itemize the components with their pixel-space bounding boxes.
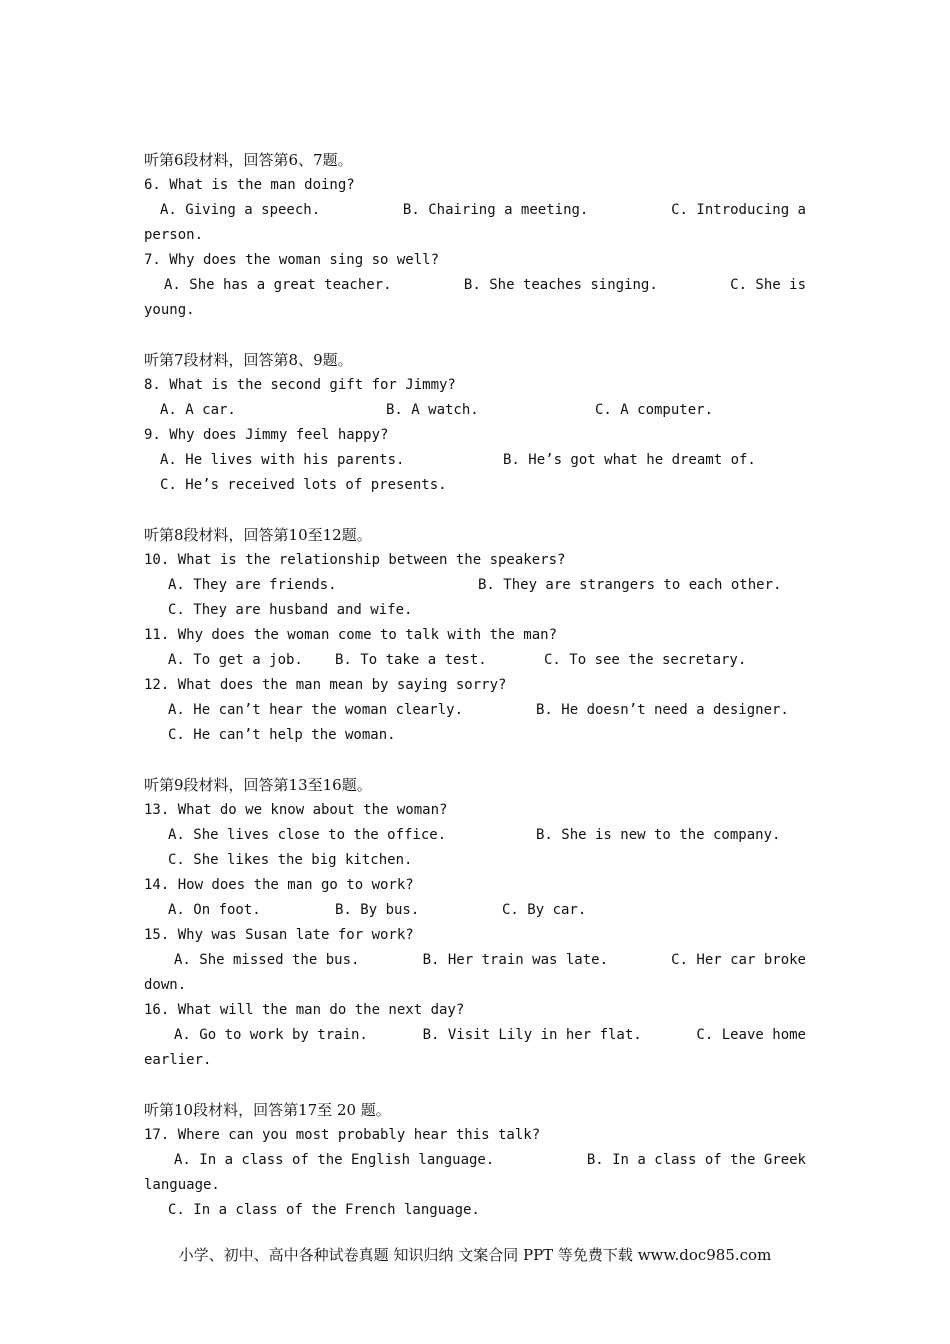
question-stem: 17. Where can you most probably hear this talk?	[144, 1127, 541, 1143]
option-b: B. He doesn’t need a designer.	[536, 702, 789, 718]
section-heading: 听第9段材料，回答第13至16题。	[144, 776, 372, 794]
option-continuation: earlier.	[144, 1052, 212, 1068]
option-b: B. She teaches singing.	[463, 277, 658, 293]
question-stem: 7. Why does the woman sing so well?	[144, 252, 440, 268]
options-row	[144, 448, 806, 473]
question-stem: 10. What is the relationship between the speakers?	[144, 552, 566, 568]
option-b: B. She is new to the company.	[536, 827, 781, 843]
option-b: B. In a class of the Greek	[586, 1152, 806, 1168]
options-row	[144, 573, 806, 598]
option-c: C. They are husband and wife.	[168, 602, 413, 618]
option-a: A. He lives with his parents.	[160, 452, 405, 468]
option-a: A. A car.	[160, 402, 236, 418]
option-b: B. Chairing a meeting.	[402, 202, 589, 218]
option-c: C. In a class of the French language.	[168, 1202, 480, 1218]
options-row	[144, 198, 806, 223]
question-stem: 13. What do we know about the woman?	[144, 802, 448, 818]
option-a: A. She has a great teacher.	[164, 277, 392, 293]
question-stem: 11. Why does the woman come to talk with the man?	[144, 627, 558, 643]
question-stem: 8. What is the second gift for Jimmy?	[144, 377, 456, 393]
option-a: A. They are friends.	[168, 577, 337, 593]
exam-page	[144, 148, 806, 1223]
option-c: C. To see the secretary.	[544, 652, 747, 668]
question-stem: 9. Why does Jimmy feel happy?	[144, 427, 389, 443]
option-b: B. He’s got what he dreamt of.	[503, 452, 756, 468]
option-c: C. Introducing a	[671, 202, 806, 218]
option-b: B. To take a test.	[335, 652, 487, 668]
option-continuation: young.	[144, 302, 195, 318]
option-a: A. She missed the bus.	[174, 952, 360, 968]
option-a: A. In a class of the English language.	[174, 1152, 495, 1168]
option-c: C. A computer.	[595, 402, 714, 418]
options-row	[144, 648, 806, 673]
options-row	[144, 823, 806, 848]
option-continuation: down.	[144, 977, 187, 993]
option-a: A. He can’t hear the woman clearly.	[168, 702, 464, 718]
question-stem: 14. How does the man go to work?	[144, 877, 414, 893]
option-a: A. On foot.	[168, 902, 261, 918]
options-row	[144, 273, 806, 298]
option-b: B. Her train was late.	[422, 952, 608, 968]
options-row	[144, 398, 806, 423]
options-row	[144, 1023, 806, 1048]
question-stem: 15. Why was Susan late for work?	[144, 927, 414, 943]
page-footer: 小学、初中、高中各种试卷真题 知识归纳 文案合同 PPT 等免费下载 www.doc985.com	[178, 1246, 772, 1264]
option-b: B. By bus.	[335, 902, 420, 918]
question-stem: 16. What will the man do the next day?	[144, 1002, 465, 1018]
option-c: C. She is	[730, 277, 806, 293]
option-c: C. By car.	[502, 902, 587, 918]
section-heading: 听第8段材料，回答第10至12题。	[144, 526, 372, 544]
section-heading: 听第6段材料，回答第6、7题。	[144, 151, 353, 169]
option-a: A. She lives close to the office.	[168, 827, 447, 843]
option-c: C. She likes the big kitchen.	[168, 852, 413, 868]
options-row	[144, 1148, 806, 1173]
section-heading: 听第10段材料，回答第17至 20 题。	[144, 1101, 391, 1119]
question-stem: 6. What is the man doing?	[144, 177, 355, 193]
option-c: C. Leave home	[696, 1027, 806, 1043]
question-stem: 12. What does the man mean by saying sorry?	[144, 677, 507, 693]
option-a: A. Go to work by train.	[174, 1027, 368, 1043]
option-b: B. A watch.	[386, 402, 479, 418]
option-a: A. To get a job.	[168, 652, 303, 668]
options-row	[144, 698, 806, 723]
option-continuation: person.	[144, 227, 204, 243]
options-row	[144, 948, 806, 973]
option-continuation: language.	[144, 1177, 220, 1193]
option-c: C. He’s received lots of presents.	[160, 477, 447, 493]
option-b: B. They are strangers to each other.	[478, 577, 782, 593]
option-b: B. Visit Lily in her flat.	[422, 1027, 642, 1043]
option-a: A. Giving a speech.	[160, 202, 321, 218]
options-row	[144, 898, 806, 923]
section-heading: 听第7段材料，回答第8、9题。	[144, 351, 353, 369]
option-c: C. Her car broke	[671, 952, 806, 968]
option-c: C. He can’t help the woman.	[168, 727, 396, 743]
